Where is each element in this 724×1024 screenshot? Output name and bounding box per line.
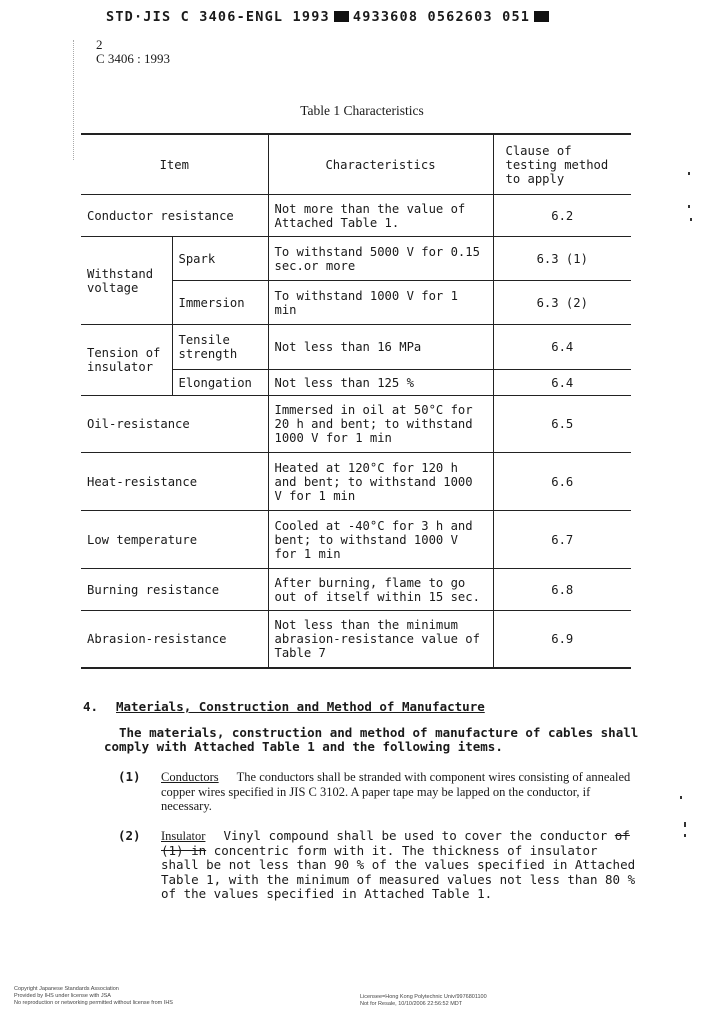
subitem-cell: Elongation bbox=[172, 370, 268, 396]
page-number: 2 bbox=[96, 37, 103, 52]
table-row bbox=[81, 511, 631, 569]
scan-speck bbox=[684, 834, 686, 837]
table-row bbox=[81, 195, 631, 237]
characteristics-cell: Heated at 120°C for 120 h and bent; to withstand 1000 V for 1 min bbox=[268, 453, 493, 511]
section-number: 4. bbox=[83, 699, 99, 714]
clause-cell: 6.9 bbox=[493, 611, 631, 668]
subitem-cell: Immersion bbox=[172, 281, 268, 325]
characteristics-cell: Not less than 125 % bbox=[268, 370, 493, 396]
table-header-row bbox=[81, 134, 631, 195]
scan-speck bbox=[688, 205, 690, 208]
header-characteristics: Characteristics bbox=[268, 134, 493, 195]
list-item-text: Vinyl compound shall be used to cover the conductor bbox=[223, 828, 608, 843]
footer-line: Not for Resale, 10/10/2006 22:56:52 MDT bbox=[360, 1001, 463, 1007]
list-item-label: (1) bbox=[118, 769, 141, 784]
characteristics-cell: To withstand 5000 V for 0.15 sec.or more bbox=[268, 237, 493, 281]
list-item-keyword: Insulator bbox=[161, 829, 206, 843]
item-cell: Abrasion-resistance bbox=[81, 611, 268, 668]
standard-code: STD·JIS C 3406-ENGL 1993 bbox=[106, 9, 330, 25]
table-row bbox=[81, 325, 631, 370]
section-intro-paragraph: The materials, construction and method of manufacture of cables shall comply with Attached Table 1 and the following items. bbox=[104, 725, 639, 754]
scan-speck bbox=[690, 218, 692, 221]
clause-cell: 6.6 bbox=[493, 453, 631, 511]
table-row bbox=[81, 569, 631, 611]
group-cell: Tension of insulator bbox=[81, 325, 172, 396]
table-row bbox=[81, 611, 631, 668]
scan-speck bbox=[684, 822, 686, 827]
item-cell: Heat-resistance bbox=[81, 453, 268, 511]
list-item-text-continued: concentric form with it. The thickness of insulator shall be not less than 90 % of the values specified in Attached Table 1, with the minimum of measured values not less than 80 % of the values specified in Attached Table 1. bbox=[161, 842, 636, 901]
table-row bbox=[81, 396, 631, 453]
clause-cell: 6.8 bbox=[493, 569, 631, 611]
clause-cell: 6.4 bbox=[493, 370, 631, 396]
scan-speck bbox=[688, 172, 690, 175]
header-number-1: 4933608 bbox=[352, 9, 419, 25]
clause-cell: 6.3 (1) bbox=[493, 237, 631, 281]
footer-copyright bbox=[14, 986, 173, 1007]
table-title: Table 1 Characteristics bbox=[300, 103, 424, 118]
footer-line: Copyright Japanese Standards Association bbox=[14, 986, 119, 992]
item-cell: Oil-resistance bbox=[81, 396, 268, 453]
characteristics-cell: Cooled at -40°C for 3 h and bent; to withstand 1000 V for 1 min bbox=[268, 511, 493, 569]
margin-dots bbox=[73, 40, 75, 160]
clause-cell: 6.7 bbox=[493, 511, 631, 569]
characteristics-cell: Not less than 16 MPa bbox=[268, 325, 493, 370]
characteristics-cell: Not more than the value of Attached Table 1. bbox=[268, 195, 493, 237]
section-heading bbox=[83, 699, 485, 714]
struck-text: of (1) in bbox=[161, 828, 630, 858]
list-item bbox=[118, 770, 638, 814]
footer-line: Licensee=Hong Kong Polytechnic Univ/9976801100 bbox=[360, 994, 487, 1000]
subitem-cell: Tensile strength bbox=[172, 325, 268, 370]
list-item-text: The conductors shall be stranded with component wires consisting of annealed copper wires specified in JIS C 3102. A paper tape may be lapped on the conductor, if necessary. bbox=[161, 770, 631, 813]
scan-speck bbox=[680, 796, 682, 799]
standard-number: C 3406 : 1993 bbox=[96, 51, 171, 66]
table-row bbox=[81, 453, 631, 511]
clause-cell: 6.4 bbox=[493, 325, 631, 370]
item-cell: Burning resistance bbox=[81, 569, 268, 611]
document-header-code bbox=[106, 9, 553, 25]
footer-line: No reproduction or networking permitted without license from IHS bbox=[14, 1000, 173, 1006]
list-item-keyword: Conductors bbox=[161, 770, 219, 784]
clause-cell: 6.5 bbox=[493, 396, 631, 453]
item-cell: Conductor resistance bbox=[81, 195, 268, 237]
item-cell: Low temperature bbox=[81, 511, 268, 569]
table-row bbox=[81, 237, 631, 281]
subitem-cell: Spark bbox=[172, 237, 268, 281]
footer-line: Provided by IHS under license with JSA bbox=[14, 993, 111, 999]
group-cell: Withstand voltage bbox=[81, 237, 172, 325]
redaction-block bbox=[534, 11, 549, 22]
characteristics-cell: Not less than the minimum abrasion-resistance value of Table 7 bbox=[268, 611, 493, 668]
list-item bbox=[118, 829, 638, 902]
header-number-3: 051 bbox=[502, 9, 531, 25]
characteristics-cell: After burning, flame to go out of itself within 15 sec. bbox=[268, 569, 493, 611]
characteristics-cell: To withstand 1000 V for 1 min bbox=[268, 281, 493, 325]
clause-cell: 6.3 (2) bbox=[493, 281, 631, 325]
list-item-label: (2) bbox=[118, 828, 141, 843]
characteristics-cell: Immersed in oil at 50°C for 20 h and bent; to withstand 1000 V for 1 min bbox=[268, 396, 493, 453]
header-clause: Clause of testing method to apply bbox=[493, 134, 631, 195]
clause-cell: 6.2 bbox=[493, 195, 631, 237]
section-title: Materials, Construction and Method of Manufacture bbox=[116, 699, 485, 714]
characteristics-table bbox=[81, 133, 631, 669]
header-item: Item bbox=[81, 134, 268, 195]
header-number-2: 0562603 bbox=[427, 9, 493, 25]
footer-license bbox=[360, 994, 487, 1008]
redaction-block bbox=[334, 11, 349, 22]
